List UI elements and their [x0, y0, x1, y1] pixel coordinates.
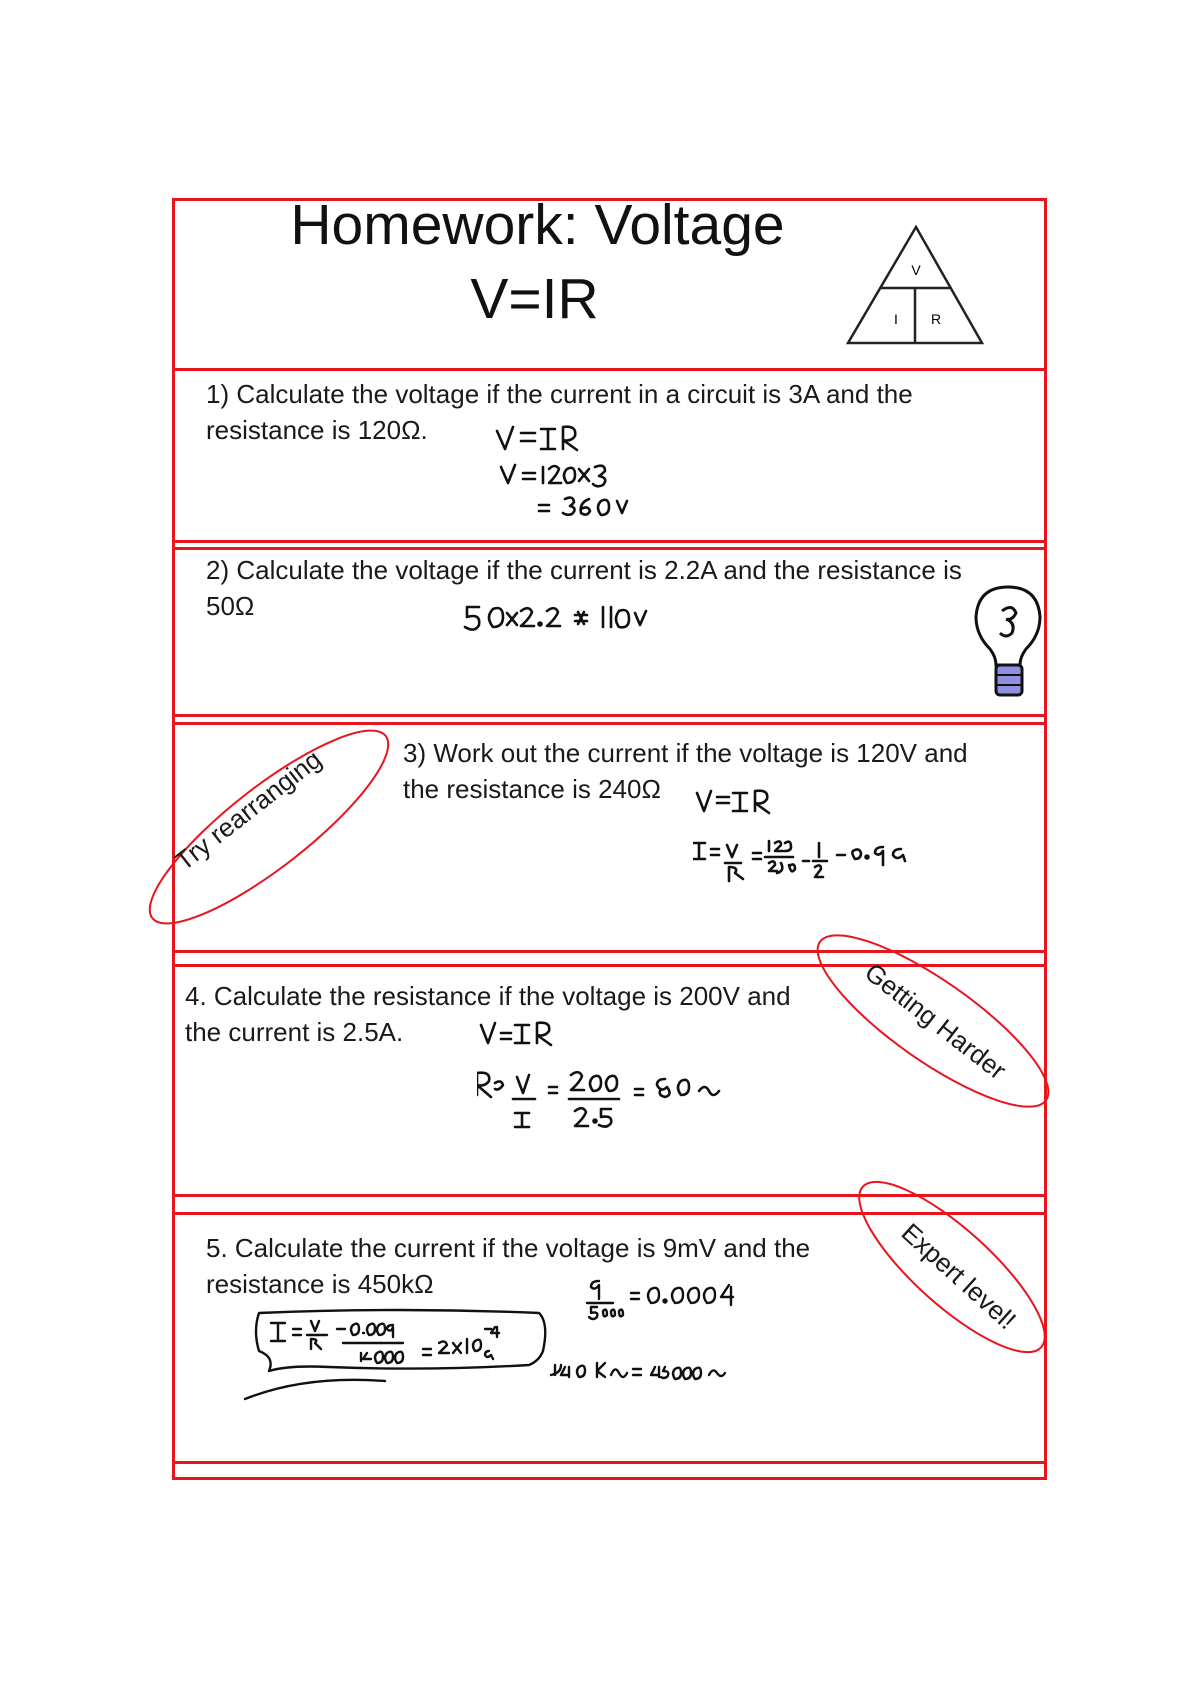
handwritten-answer-1	[493, 421, 673, 531]
question-1: 1) Calculate the voltage if the current in a circuit is 3A and the resistance is 120Ω.	[206, 379, 913, 445]
handwritten-answer-2	[463, 599, 683, 649]
question-3: 3) Work out the current if the voltage is 120V and the resistance is 240Ω	[403, 738, 968, 804]
vir-triangle-icon	[840, 223, 990, 348]
triangle-i-label: I	[894, 311, 898, 327]
divider	[175, 547, 1044, 550]
handwritten-answer-5	[235, 1271, 795, 1431]
question-5: 5. Calculate the current if the voltage is 9mV and the resistance is 450kΩ	[206, 1233, 811, 1299]
question-2: 2) Calculate the voltage if the current is 2.2A and the resistance is 50Ω	[206, 555, 962, 621]
question-4: 4. Calculate the resistance if the voltage is 200V and the current is 2.5A.	[185, 981, 791, 1047]
homework-sheet	[169, 193, 1047, 1480]
tag-ellipse-q3	[145, 721, 405, 941]
handwritten-answer-3	[693, 787, 993, 897]
tag-try-rearranging: Try rearranging	[169, 743, 327, 877]
tag-expert-level: Expert level!	[895, 1217, 1023, 1336]
divider	[175, 540, 1044, 543]
formula-title: V=IR	[470, 267, 599, 331]
page-title: Homework: Voltage	[290, 193, 785, 257]
divider	[175, 1461, 1044, 1464]
divider	[175, 368, 1044, 371]
light-bulb-icon	[968, 581, 1048, 701]
handwritten-answer-4	[477, 1019, 777, 1149]
triangle-v-label: V	[911, 262, 921, 278]
divider	[175, 714, 1044, 717]
triangle-r-label: R	[930, 311, 942, 327]
tag-getting-harder: Getting Harder	[859, 956, 1012, 1086]
